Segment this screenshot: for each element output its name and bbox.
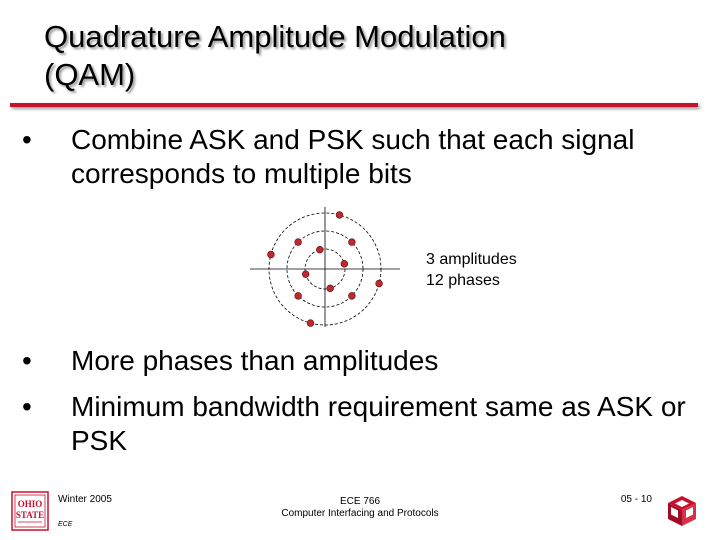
bullet-text: Combine ASK and PSK such that each signal corresponds to multiple bits <box>71 124 635 189</box>
footer-date: Winter 2005 <box>58 494 112 505</box>
constellation-point <box>295 239 302 246</box>
footer-ece-label: ECE <box>58 521 73 528</box>
caption-phases: 12 phases <box>426 272 500 289</box>
footer-course-name: Computer Interfacing and Protocols <box>281 508 439 519</box>
osu-logo-text-2: STATE <box>15 510 45 520</box>
ohio-state-logo-icon <box>11 491 49 531</box>
footer-page-number: 05 - 10 <box>620 494 652 505</box>
constellation-point <box>348 292 355 299</box>
constellation-point <box>336 212 343 219</box>
constellation-point <box>348 239 355 246</box>
bullet-item <box>22 344 662 378</box>
slide-title-line-1: Quadrature Amplitude Modulation <box>44 19 506 54</box>
bullet-text: More phases than amplitudes <box>71 345 439 376</box>
footer-course-code: ECE 766 <box>339 496 381 507</box>
ece-cube-logo-icon <box>666 494 698 528</box>
constellation-point <box>302 271 309 278</box>
bullet-item <box>22 390 702 458</box>
constellation-point <box>307 320 314 327</box>
bullet-marker: • <box>22 124 32 155</box>
caption-amplitudes: 3 amplitudes <box>426 251 517 268</box>
constellation-point <box>376 280 383 287</box>
constellation-point <box>316 246 323 253</box>
osu-logo-text-1: OHIO <box>17 499 43 509</box>
footer-course <box>220 496 500 520</box>
constellation-point <box>268 251 275 258</box>
bullet-marker: • <box>22 391 32 422</box>
qam-constellation-diagram <box>250 207 400 327</box>
constellation-point <box>327 285 334 292</box>
bullet-item <box>22 123 662 191</box>
constellation-point <box>295 292 302 299</box>
slide-title <box>44 18 684 94</box>
constellation-axes <box>250 207 400 327</box>
title-divider <box>10 103 698 107</box>
bullet-text: Minimum bandwidth requirement same as ASK or PSK <box>71 391 686 456</box>
bullet-marker: • <box>22 345 32 376</box>
constellation-point <box>341 260 348 267</box>
slide-title-line-2: (QAM) <box>44 57 136 92</box>
figure-caption <box>426 249 517 291</box>
